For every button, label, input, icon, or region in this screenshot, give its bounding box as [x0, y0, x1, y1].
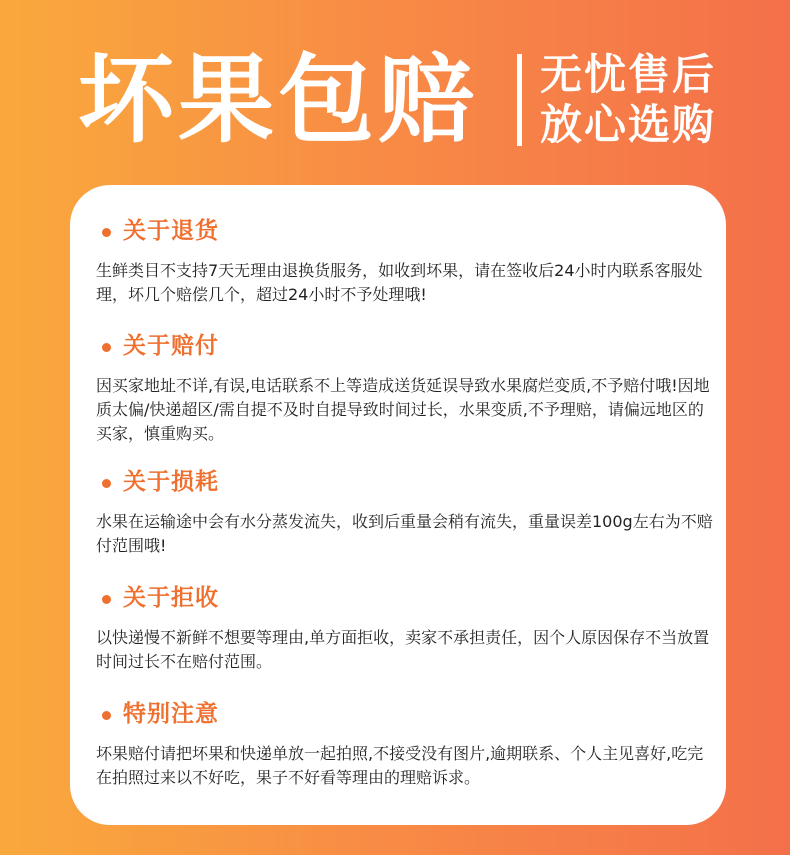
- subtitle-line-1: 无忧售后: [540, 50, 717, 99]
- bullet-dot-icon: [102, 595, 111, 604]
- section-compensation: [96, 326, 716, 446]
- main-title: 坏果包赔: [78, 44, 478, 156]
- section-body: 生鲜类目不支持7天无理由退换货服务，如收到坏果，请在签收后24小时内联系客服处理，坏几个赔偿几个，超过24小时不予处理哦!: [96, 261, 703, 304]
- section-special-notice: [96, 694, 716, 790]
- section-header: [96, 326, 716, 366]
- subtitle-line-2: 放心选购: [540, 100, 717, 149]
- section-loss: [96, 462, 716, 558]
- title-divider: [517, 54, 522, 146]
- bullet-dot-icon: [102, 228, 111, 237]
- section-body: 因买家地址不详,有误,电话联系不上等造成送货延误导致水果腐烂变质,不予赔付哦!因地质太偏/快递超区/需自提不及时自提导致时间过长，水果变质,不予理赔，请偏远地区的买家，慎重购买。: [96, 376, 710, 443]
- section-title: 关于赔付: [123, 333, 219, 359]
- banner-header: [0, 0, 790, 185]
- section-returns: [96, 211, 716, 307]
- section-body: 水果在运输途中会有水分蒸发流失，收到后重量会稍有流失，重量误差100g左右为不赔付范围哦!: [96, 512, 713, 555]
- section-title: 关于损耗: [123, 469, 219, 495]
- section-title: 关于退货: [123, 218, 219, 244]
- section-header: [96, 462, 716, 502]
- section-header: [96, 578, 716, 618]
- bullet-dot-icon: [102, 479, 111, 488]
- section-header: [96, 211, 716, 251]
- section-rejection: [96, 578, 716, 674]
- section-header: [96, 694, 716, 734]
- bullet-dot-icon: [102, 711, 111, 720]
- section-body: 坏果赔付请把坏果和快递单放一起拍照,不接受没有图片,逾期联系、个人主见喜好,吃完在拍照过来以不好吃，果子不好看等理由的理赔诉求。: [96, 744, 704, 787]
- section-title: 特别注意: [123, 701, 219, 727]
- bullet-dot-icon: [102, 343, 111, 352]
- section-title: 关于拒收: [123, 585, 219, 611]
- policy-card: [70, 185, 726, 825]
- section-body: 以快递慢不新鲜不想要等理由,单方面拒收，卖家不承担责任，因个人原因保存不当放置时间过长不在赔付范围。: [96, 628, 710, 671]
